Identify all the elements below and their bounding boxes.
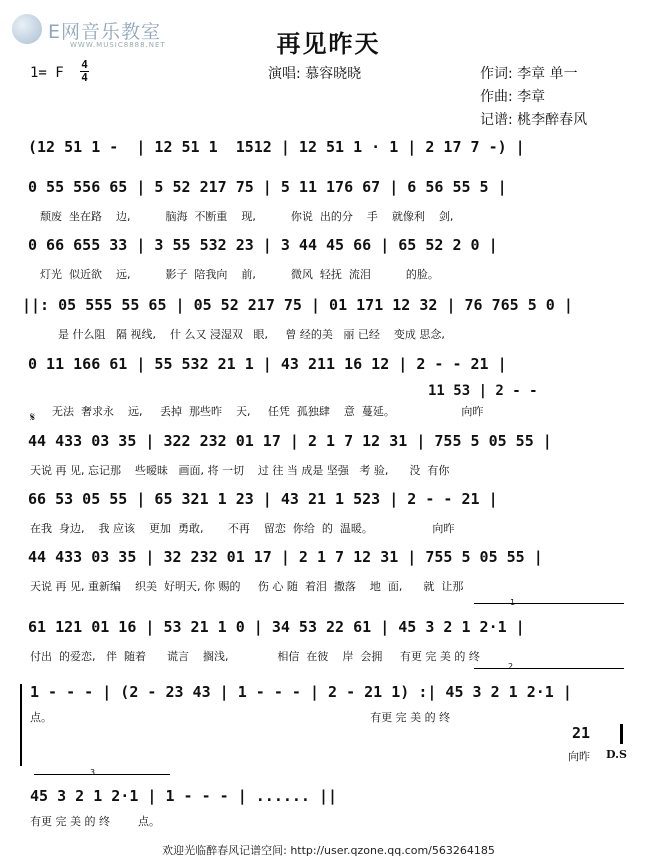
- notes-row-2: 0 55 556 65 | 5 52 217 75 | 5 11 176 67 | 6 56 55 5 |: [28, 178, 507, 196]
- lyrics-row-9: 付出 的爱恋, 伴 随着 谎言 搁浅, 相信 在彼 岸 会拥 有更 完 美 的 终: [30, 650, 480, 663]
- volta-2-line: [474, 668, 624, 669]
- final-barline-coda: [620, 724, 623, 744]
- notes-row-3: 0 66 655 33 | 3 55 532 23 | 3 44 45 66 | 65 52 2 0 |: [28, 236, 498, 254]
- watermark-url: WWW.MUSIC8888.NET: [70, 41, 166, 49]
- song-title: 再见昨天: [276, 29, 381, 58]
- coda-lyric: 向昨: [568, 750, 590, 763]
- notes-row-11: 45 3 2 1 2·1 | 1 - - - | ...... ||: [30, 787, 338, 805]
- ds-mark: D.S: [606, 748, 627, 761]
- left-bracket: [20, 684, 22, 766]
- time-top: 4: [81, 58, 88, 71]
- notes-row-7: 66 53 05 55 | 65 321 1 23 | 43 21 1 523 | 2 - - 21 |: [28, 490, 498, 508]
- time-bottom: 4: [81, 71, 88, 84]
- composer-credit: 作曲: 李章: [480, 89, 546, 105]
- lyrics-row-8: 天说 再 见, 重新编 织美 好明天, 你 赐的 伤 心 随 着泪 撒落 地 面, 就 让那: [30, 580, 464, 593]
- segno-sign: 𝄋: [30, 410, 36, 424]
- lyrics-row-11: 有更 完 美 的 终 点。: [30, 815, 160, 828]
- notes-row-1: (12 51 1 - | 12 51 1 1512 | 12 51 1 · 1 | 2 17 7 -) |: [28, 138, 525, 156]
- volta-2-number: 2: [508, 662, 514, 671]
- volta-3-number: 3: [90, 768, 96, 777]
- lyrics-row-6: 天说 再 见, 忘记那 些暧昧 画面, 将 一切 过 往 当 成是 坚强 考 验, 没 有你: [30, 464, 450, 477]
- notes-row-8: 44 433 03 35 | 32 232 01 17 | 2 1 7 12 31 | 755 5 05 55 |: [28, 548, 543, 566]
- lyrics-row-4: 是 什么阻 隔 视线, 什 么又 浸湿双 眼, 曾 经的美 丽 已经 变成 思念,: [58, 328, 445, 341]
- notes-row-6: 44 433 03 35 | 322 232 01 17 | 2 1 7 12 31 | 755 5 05 55 |: [28, 432, 552, 450]
- coda-notes: 21: [572, 724, 591, 742]
- notes-row-9: 61 121 01 16 | 53 21 1 0 | 34 53 22 61 | 45 3 2 1 2·1 |: [28, 618, 525, 636]
- watermark-text: E网音乐教室: [48, 21, 162, 43]
- lyrics-row-10: 点。 有更 完 美 的 终: [30, 711, 451, 724]
- alt-notes: 11 53 | 2 - -: [428, 383, 547, 399]
- lyrics-row-2: 颓废 坐在路 边, 脑海 不断重 现, 你说 出的分 手 就像利 剑,: [40, 210, 454, 223]
- transcriber-credit: 记谱: 桃李醉春风: [480, 112, 588, 128]
- volta-1-line: [474, 603, 624, 604]
- notes-row-5: 0 11 166 61 | 55 532 21 1 | 43 211 16 12 | 2 - - 21 |: [28, 355, 507, 373]
- volta-1-number: 1: [510, 598, 516, 607]
- lyricist-credit: 作词: 李章 单一: [480, 66, 578, 82]
- notes-row-10: 1 - - - | (2 - 23 43 | 1 - - - | 2 - 21 1) :| 45 3 2 1 2·1 |: [30, 683, 572, 701]
- lyrics-row-5: 无法 奢求永 远, 丢掉 那些昨 天, 任凭 孤独肆 意 蔓延。 向昨: [52, 405, 484, 418]
- time-signature: [80, 59, 89, 83]
- key-signature: 1= F: [30, 65, 64, 81]
- singer-credit: 演唱: 慕容晓晓: [268, 66, 362, 82]
- footer-text: 欢迎光临醉春风记谱空间: http://user.qzone.qq.com/563264185: [162, 844, 495, 857]
- lyrics-row-3: 灯光 似近欲 远, 影子 陪我向 前, 微风 轻抚 流泪 的脸。: [40, 268, 439, 281]
- volta-3-line: [34, 774, 170, 775]
- notes-row-4: ||: 05 555 55 65 | 05 52 217 75 | 01 171 12 32 | 76 765 5 0 |: [22, 296, 573, 314]
- lyrics-row-7: 在我 身边, 我 应该 更加 勇敢, 不再 留恋 你给 的 温暖。 向昨: [30, 522, 455, 535]
